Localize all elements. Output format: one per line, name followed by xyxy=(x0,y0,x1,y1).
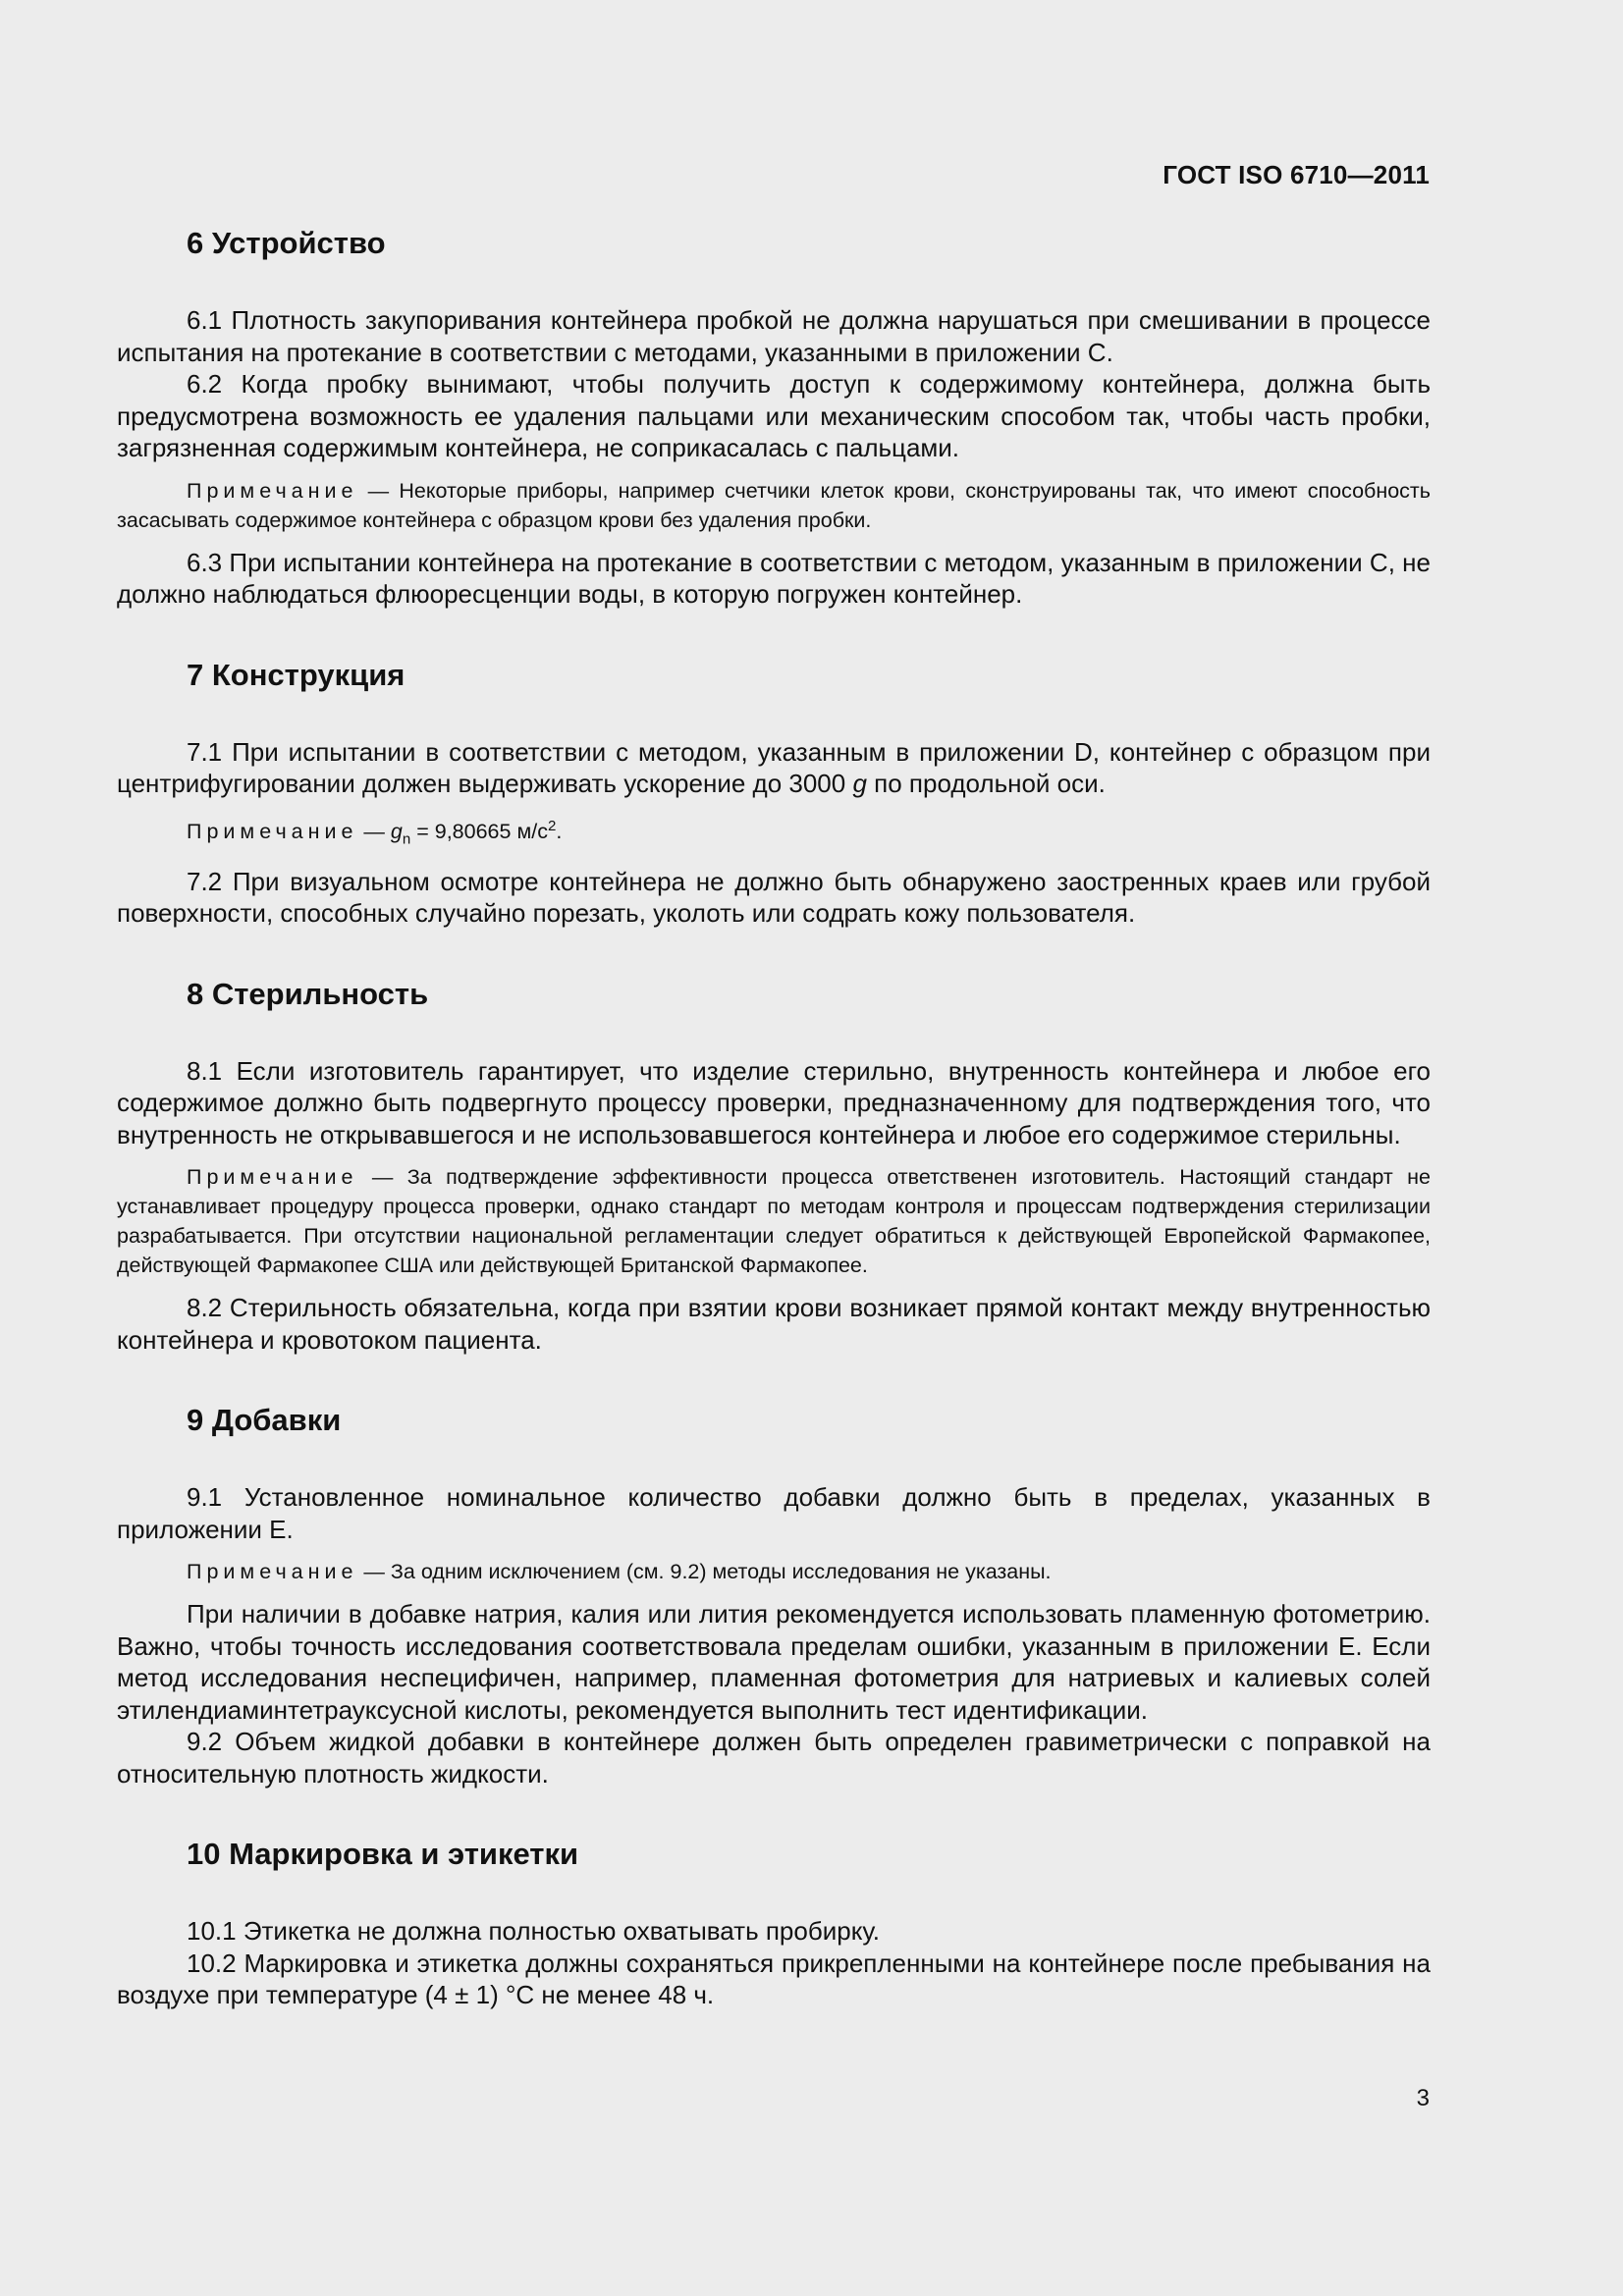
note-end: . xyxy=(556,819,563,843)
para-9-2: 9.2 Объем жидкой добавки в контейнере должен быть определен гравиметрически с поправкой на относительную плотность жидкости. xyxy=(117,1727,1431,1789)
document-body xyxy=(117,226,1431,2011)
note-text: — За одним исключением (см. 9.2) методы исследования не указаны. xyxy=(357,1560,1052,1584)
document-header: ГОСТ ISO 6710—2011 xyxy=(1163,160,1430,189)
section-9-title: 9 Добавки xyxy=(187,1403,342,1438)
superscript-2: 2 xyxy=(547,817,557,834)
section-8-title: 8 Стерильность xyxy=(187,976,429,1011)
note-label: Примечание xyxy=(187,1165,358,1190)
note-6 xyxy=(117,476,1431,535)
para-6-3: 6.3 При испытании контейнера на протекание в соответствии с методом, указанным в приложении С, не должно наблюдаться флюоресценции воды, в которую погружен контейнер. xyxy=(117,547,1431,609)
para-7-1 xyxy=(117,736,1431,800)
note-label: Примечание xyxy=(187,1560,358,1584)
note-8 xyxy=(117,1162,1431,1280)
note-label: Примечание xyxy=(187,478,358,503)
para-9-1: 9.1 Установленное номинальное количество добавки должно быть в пределах, указанных в приложении Е. xyxy=(117,1482,1431,1544)
note-equation: = 9,80665 м/с xyxy=(410,819,548,843)
note-9 xyxy=(117,1557,1431,1586)
para-10-1: 10.1 Этикетка не должна полностью охватывать пробирку. xyxy=(187,1916,881,1947)
note-text: — За подтверждение эффективности процесса ответственен изготовитель. Настоящий стандарт не устанавливает процедуру процесса проверки, однако стандарт по методам контроля и процессам подтверждения стерилизации разрабатывается. При отсутствии национальной регламентации следует обратиться к действующей Европейской Фармакопее, действующей Фармакопее США или действующей Британской Фармакопее. xyxy=(117,1165,1431,1278)
para-6-1: 6.1 Плотность закупоривания контейнера пробкой не должна нарушаться при смешивании в процессе испытания на протекание в соответствии с методами, указанными в приложении С. xyxy=(117,305,1431,367)
note-7 xyxy=(117,812,1431,854)
page-number: 3 xyxy=(1416,2085,1430,2111)
note-label: Примечание xyxy=(187,819,358,843)
para-10-2: 10.2 Маркировка и этикетка должны сохраняться прикрепленными на контейнере после пребывания на воздухе при температуре (4 ± 1) °С не менее 48 ч. xyxy=(117,1948,1431,2010)
g-symbol: g xyxy=(390,819,403,843)
para-6-2: 6.2 Когда пробку вынимают, чтобы получить доступ к содержимому контейнера, должна быть предусмотрена возможность ее удаления пальцами или механическим способом так, чтобы часть пробки, загрязненная содержимым контейнера, не соприкасалась с пальцами. xyxy=(117,369,1431,462)
section-7-title: 7 Конструкция xyxy=(187,657,406,692)
para-8-2: 8.2 Стерильность обязательна, когда при взятии крови возникает прямой контакт между внутренностью контейнера и кровотоком пациента. xyxy=(117,1293,1431,1355)
note-text: — Некоторые приборы, например счетчики клеток крови, сконструированы так, что имеют способность засасывать содержимое контейнера с образцом крови без удаления пробки. xyxy=(117,478,1431,532)
g-symbol: g xyxy=(852,769,867,798)
para-8-1: 8.1 Если изготовитель гарантирует, что изделие стерильно, внутренность контейнера и любое его содержимое должно быть подвергнуто процессу проверки, предназначенному для подтверждения того, что внутренность не открывавшегося и не использовавшегося контейнера и любое его содержимое стерильны. xyxy=(117,1055,1431,1149)
para-7-1-text: 7.1 При испытании в соответствии с методом, указанным в приложении D, контейнер с образцом при центрифугировании должен выдерживать ускорение до 3000 xyxy=(117,736,1431,798)
subscript-n: n xyxy=(402,829,411,847)
section-6-title: 6 Устройство xyxy=(187,226,386,260)
para-7-1-end: по продольной оси. xyxy=(866,769,1106,798)
note-dash: — xyxy=(357,819,391,843)
section-10-title: 10 Маркировка и этикетки xyxy=(187,1837,579,1872)
para-7-2: 7.2 При визуальном осмотре контейнера не должно быть обнаружено заостренных краев или грубой поверхности, способных случайно порезать, уколоть или содрать кожу пользователя. xyxy=(117,866,1431,929)
para-9-extra: При наличии в добавке натрия, калия или лития рекомендуется использовать пламенную фотометрию. Важно, чтобы точность исследования соответствовала пределам ошибки, указанным в приложении Е. Если метод исследования неспецифичен, например, пламенная фотометрия для натриевых и калиевых солей этилендиаминтетрауксусной кислоты, рекомендуется выполнить тест идентификации. xyxy=(117,1599,1431,1725)
